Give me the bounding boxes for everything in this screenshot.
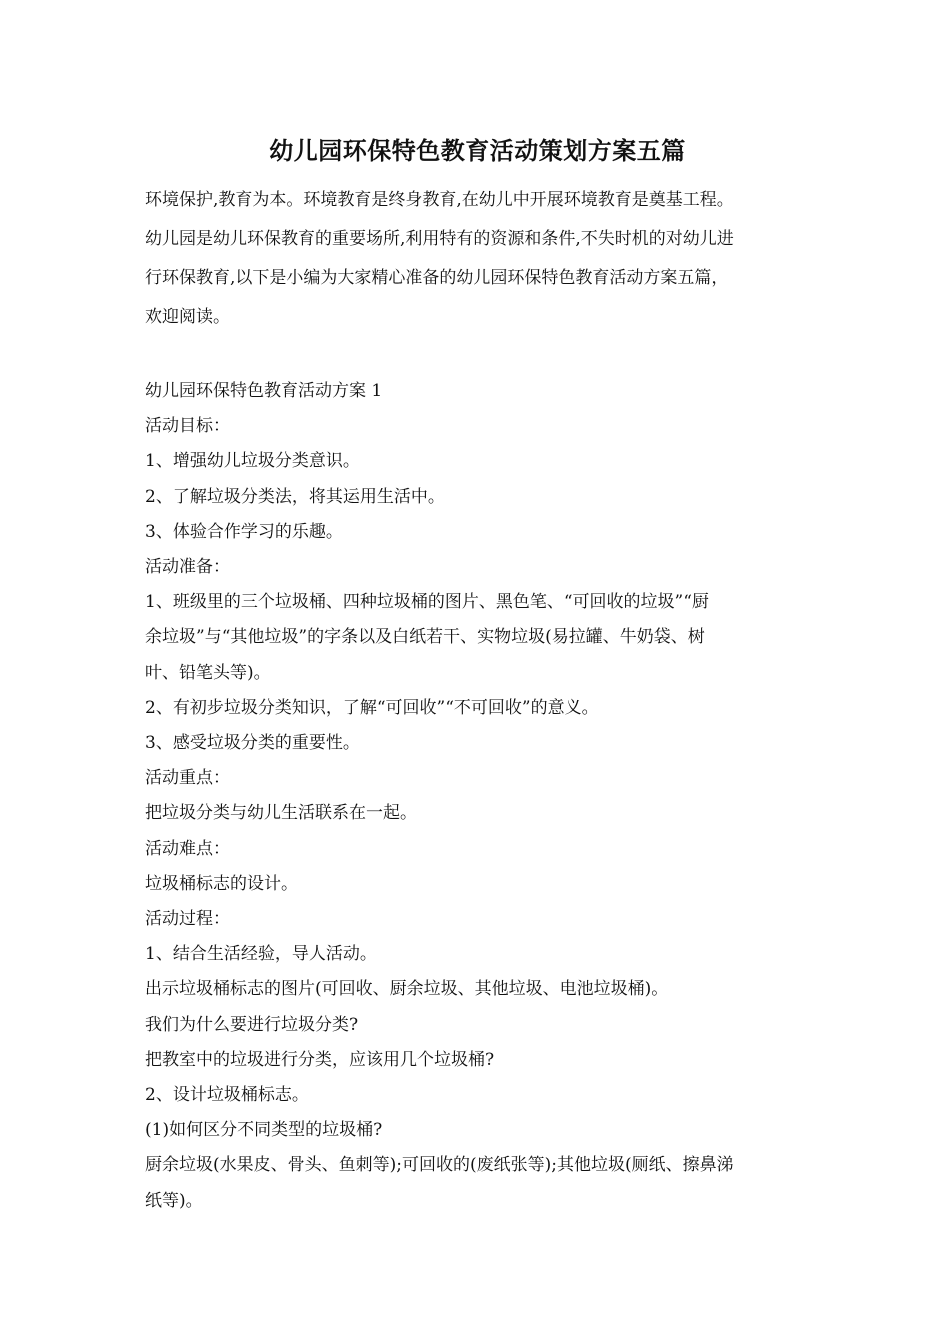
subheading: 活动难点：: [145, 838, 230, 859]
section-heading: 幼儿园环保特色教育活动方案 1: [145, 381, 383, 401]
intro-paragraph: [145, 181, 810, 337]
text-line: 把教室中的垃圾进行分类，应该用几个垃圾桶?: [145, 1049, 495, 1070]
text-line: 厨余垃圾(水果皮、骨头、鱼刺等);可回收的(废纸张等);其他垃圾(厕纸、擦鼻涕: [145, 1155, 734, 1176]
text-line: 3、感受垃圾分类的重要性。: [145, 733, 360, 754]
text-line: 1、结合生活经验，导人活动。: [145, 944, 377, 965]
plan-body: [145, 374, 810, 1219]
text-line: 2、有初步垃圾分类知识，了解“可回收”“不可回收”的意义。: [145, 697, 599, 718]
text-line: 把垃圾分类与幼儿生活联系在一起。: [145, 803, 417, 824]
text-line: 1、班级里的三个垃圾桶、四种垃圾桶的图片、黑色笔、“可回收的垃圾”“厨: [145, 592, 709, 613]
text-line: 纸等)。: [145, 1190, 203, 1211]
text-line: 出示垃圾桶标志的图片(可回收、厨余垃圾、其他垃圾、电池垃圾桶)。: [145, 979, 669, 1000]
subheading: 活动过程：: [145, 909, 230, 930]
text-line: 余垃圾”与“其他垃圾”的字条以及白纸若干、实物垃圾(易拉罐、牛奶袋、树: [145, 627, 705, 648]
text-line: 3、体验合作学习的乐趣。: [145, 521, 343, 542]
paragraph-gap: [145, 337, 810, 374]
text-line: 2、设计垃圾桶标志。: [145, 1085, 309, 1106]
document-title: 幼儿园环保特色教育活动策划方案五篇: [269, 136, 686, 165]
subheading: 活动目标：: [145, 416, 230, 437]
text-line: 垃圾桶标志的设计。: [145, 873, 298, 894]
intro-line: 幼儿园是幼儿环保教育的重要场所,利用特有的资源和条件,不失时机的对幼儿进: [145, 229, 734, 249]
text-line: 我们为什么要进行垃圾分类?: [145, 1014, 359, 1035]
document-page: [145, 131, 810, 1219]
subheading: 活动重点：: [145, 768, 230, 789]
intro-line: 欢迎阅读。: [145, 307, 230, 327]
text-line: 2、了解垃圾分类法，将其运用生活中。: [145, 486, 445, 507]
text-line: 1、增强幼儿垃圾分类意识。: [145, 451, 360, 472]
text-line: 叶、铅笔头等)。: [145, 662, 271, 683]
subheading: 活动准备：: [145, 557, 230, 578]
text-line: (1)如何区分不同类型的垃圾桶?: [145, 1120, 383, 1141]
intro-line: 环境保护,教育为本。环境教育是终身教育,在幼儿中开展环境教育是奠基工程。: [145, 190, 734, 210]
intro-line: 行环保教育,以下是小编为大家精心准备的幼儿园环保特色教育活动方案五篇，: [145, 268, 729, 288]
